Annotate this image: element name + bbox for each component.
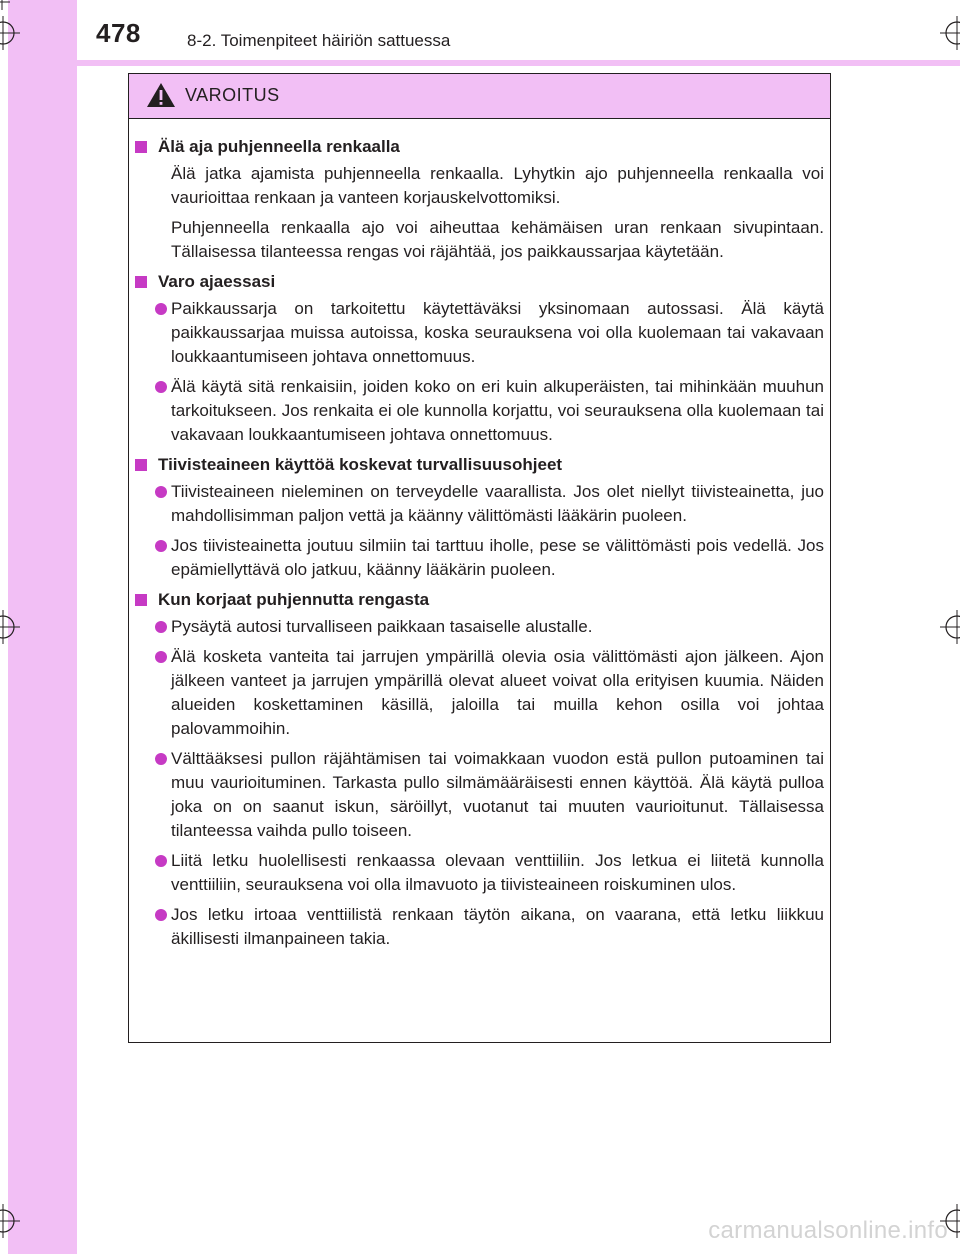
bullet-item: Älä kosketa vanteita tai jarrujen ympärillä olevia osia välittömästi ajon jälkeen. Ajon jälkeen vanteet ja jarrujen ympärillä olevat alueet voivat olla erityisen kuumia. Näiden alueiden koskettaminen käsillä, jaloilla tai muilla kehon osilla voi johtaa palovammoihin.	[133, 645, 824, 741]
square-bullet-icon	[135, 459, 147, 471]
round-bullet-icon	[155, 855, 167, 867]
square-bullet-icon	[135, 141, 147, 153]
square-bullet-icon	[135, 276, 147, 288]
bullet-item: Liitä letku huolellisesti renkaassa olevaan venttiiliin. Jos letkua ei liitetä kunnolla venttiiliin, seurauksena voi olla ilmavuoto ja tiivisteaineen roiskuminen ulos.	[133, 849, 824, 897]
round-bullet-icon	[155, 303, 167, 315]
section-heading: Varo ajaessasi	[133, 270, 824, 294]
section-heading: Tiivisteaineen käyttöä koskevat turvallisuusohjeet	[133, 453, 824, 477]
round-bullet-icon	[155, 753, 167, 765]
page-number: 478	[96, 18, 141, 48]
registration-mark-icon	[940, 16, 960, 50]
registration-mark-icon	[940, 610, 960, 644]
bullet-item: Välttääksesi pullon räjähtämisen tai voimakkaan vuodon estä pullon putoaminen tai muu vaurioituminen. Tarkasta pullo silmämääräisesti ennen käyttöä. Älä käytä pulloa joka on on saanut iskun, säröillyt, vuotanut tai muuten vaurioitunut. Tällaisessa tilanteessa vaihda pullo toiseen.	[133, 747, 824, 843]
section-title: 8-2. Toimenpiteet häiriön sattuessa	[187, 31, 451, 50]
paragraph: Älä jatka ajamista puhjenneella renkaalla. Lyhytkin ajo puhjenneella renkaalla voi vaurioittaa renkaan ja vanteen korjauskelvottomiksi.	[171, 164, 824, 207]
section-heading: Kun korjaat puhjennutta rengasta	[133, 588, 824, 612]
paragraph: Puhjenneella renkaalla ajo voi aiheuttaa kehämäisen uran renkaan sivupintaan. Tällaisessa tilanteessa rengas voi räjähtää, jos paikkaussarjaa käytetään.	[171, 218, 824, 261]
warning-section	[133, 588, 824, 951]
warning-section	[133, 270, 824, 447]
warning-section	[133, 135, 824, 264]
round-bullet-icon	[155, 651, 167, 663]
registration-mark-icon	[0, 1204, 20, 1238]
warning-box	[128, 73, 831, 1043]
warning-header	[129, 74, 830, 119]
watermark[interactable]: carmanualsonline.info	[708, 1217, 948, 1244]
bullet-item: Tiivisteaineen nieleminen on terveydelle vaarallista. Jos olet niellyt tiivisteainetta, juo mahdollisimman paljon vettä ja käänny välittömästi lääkärin puoleen.	[133, 480, 824, 528]
warning-body	[129, 119, 830, 951]
round-bullet-icon	[155, 540, 167, 552]
bullet-item: Älä käytä sitä renkaisiin, joiden koko on eri kuin alkuperäisten, tai mihinkään muuhun tarkoitukseen. Jos renkaita ei ole kunnolla korjattu, voi seurauksena olla kuolemaan tai vakavaan loukkaantumiseen johtava onnettomuus.	[133, 375, 824, 447]
warning-title: VAROITUS	[185, 85, 280, 105]
header-rule	[77, 60, 960, 66]
square-bullet-icon	[135, 594, 147, 606]
bullet-item: Paikkaussarja on tarkoitettu käytettäväksi yksinomaan autossasi. Älä käytä paikkaussarjaa muissa autoissa, koska seurauksena voi olla kuolemaan tai vakavaan loukkaantumiseen johtava onnettomuus.	[133, 297, 824, 369]
section-heading: Älä aja puhjenneella renkaalla	[133, 135, 824, 159]
round-bullet-icon	[155, 621, 167, 633]
warning-section	[133, 453, 824, 582]
round-bullet-icon	[155, 909, 167, 921]
bullet-item: Jos letku irtoaa venttiilistä renkaan täytön aikana, on vaarana, että letku liikkuu äkillisesti ilmanpaineen takia.	[133, 903, 824, 951]
round-bullet-icon	[155, 486, 167, 498]
bullet-item: Pysäytä autosi turvalliseen paikkaan tasaiselle alustalle.	[133, 615, 824, 639]
round-bullet-icon	[155, 381, 167, 393]
bullet-item: Jos tiivisteainetta joutuu silmiin tai tarttuu iholle, pese se välittömästi pois vedellä. Jos epämiellyttävä olo jatkuu, käänny lääkärin puoleen.	[133, 534, 824, 582]
warning-triangle-icon	[146, 82, 176, 108]
crop-mark-icon	[0, 0, 34, 34]
registration-mark-icon	[0, 610, 20, 644]
